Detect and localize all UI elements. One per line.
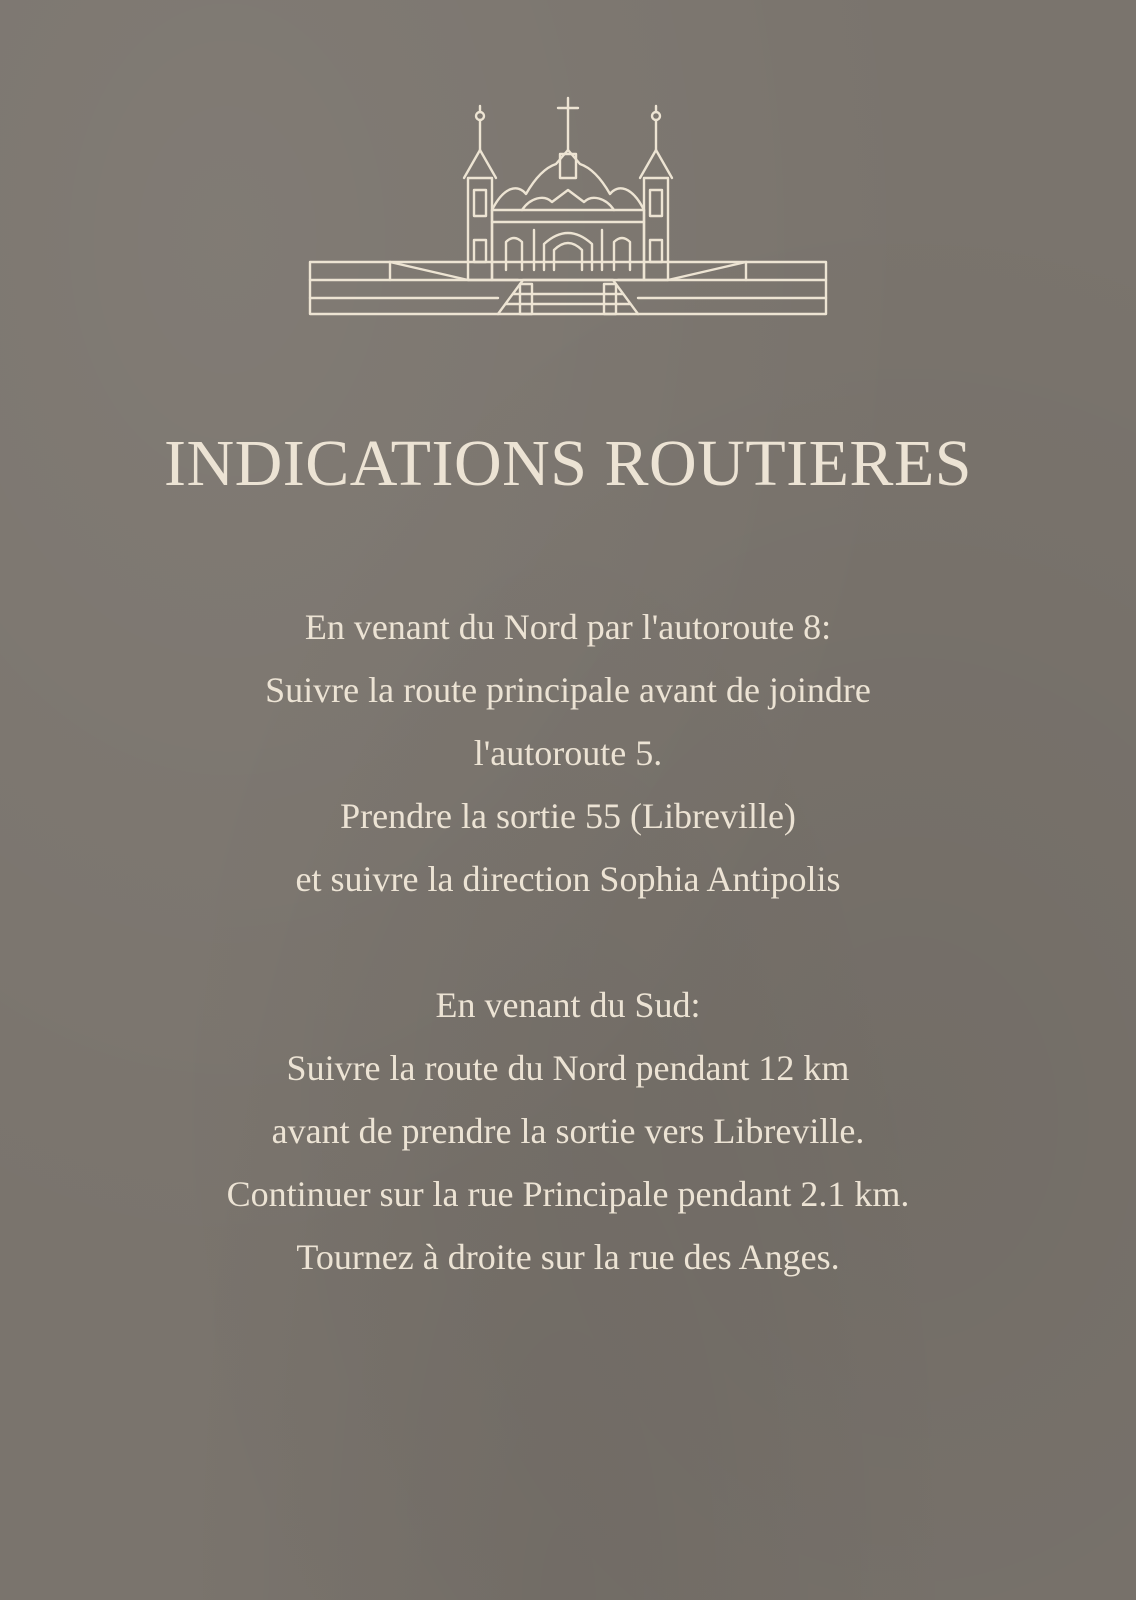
direction-line: Prendre la sortie 55 (Libreville) [340,796,796,836]
direction-line: Continuer sur la rue Principale pendant 2.1 km. [226,1174,910,1214]
direction-line: Tournez à droite sur la rue des Anges. [296,1237,840,1277]
direction-line: Suivre la route principale avant de joindre [265,670,871,710]
directions-north [0,596,1136,911]
directions-south [0,974,1136,1289]
page-title: INDICATIONS ROUTIERES [164,427,972,500]
direction-line: En venant du Nord par l'autoroute 8: [304,607,832,647]
direction-line: avant de prendre la sortie vers Libreville. [271,1111,865,1151]
direction-line: et suivre la direction Sophia Antipolis [295,859,841,899]
direction-line: l'autoroute 5. [473,733,663,773]
direction-line: En venant du Sud: [435,985,701,1025]
church-facade-icon [308,94,828,316]
direction-line: Suivre la route du Nord pendant 12 km [286,1048,850,1088]
